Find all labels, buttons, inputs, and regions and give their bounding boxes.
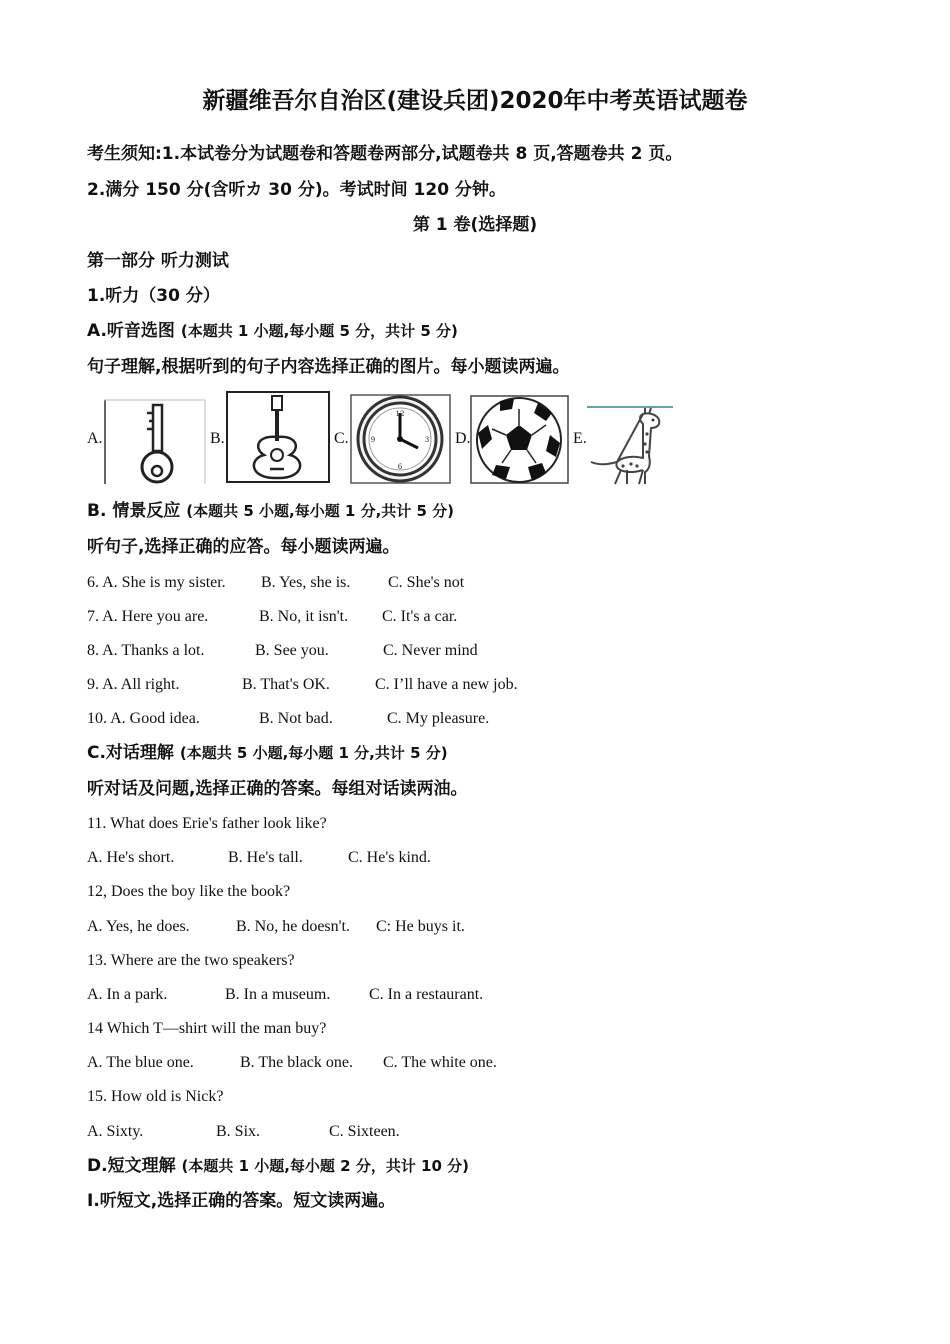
section-c-instruction: 听对话及问题,选择正确的答案。每组对话读两油。 bbox=[87, 779, 468, 799]
question-text: 13. Where are the two speakers? bbox=[87, 952, 295, 969]
section-d-heading bbox=[87, 1155, 469, 1177]
key-icon bbox=[104, 399, 206, 485]
question-text: 12, Does the boy like the book? bbox=[87, 883, 291, 900]
section-b-instruction: 听句子,选择正确的应答。每小题读两遍。 bbox=[87, 537, 400, 557]
exam-title: 新疆维吾尔自治区(建设兵团)2020年中考英语试题卷 bbox=[202, 88, 748, 114]
picture-label-c: C. bbox=[334, 430, 349, 447]
option-a: 10. A. Good idea. bbox=[87, 710, 200, 727]
section-a-title: A.听音选图 bbox=[87, 321, 175, 341]
svg-text:9: 9 bbox=[370, 436, 376, 444]
option-c: C. He's kind. bbox=[348, 849, 431, 866]
option-c: C. The white one. bbox=[383, 1054, 497, 1071]
section-d-instruction: Ⅰ.听短文,选择正确的答案。短文读两遍。 bbox=[87, 1191, 396, 1211]
option-b: B. No, he doesn't. bbox=[236, 918, 350, 935]
option-a: 6. A. She is my sister. bbox=[87, 574, 226, 591]
section-d-title: D.短文理解 bbox=[87, 1156, 176, 1176]
svg-text:3: 3 bbox=[424, 436, 430, 444]
question-text: 11. What does Erie's father look like? bbox=[87, 815, 327, 832]
section-b-title: B. 情景反应 bbox=[87, 501, 181, 521]
picture-label-b: B. bbox=[210, 430, 225, 447]
option-a: 7. A. Here you are. bbox=[87, 608, 209, 625]
option-a: 8. A. Thanks a lot. bbox=[87, 642, 205, 659]
volume-heading: 第 1 卷(选择题) bbox=[412, 215, 538, 235]
option-c: C: He buys it. bbox=[376, 918, 465, 935]
question-text: 14 Which T—shirt will the man buy? bbox=[87, 1020, 327, 1037]
option-b: B. Six. bbox=[216, 1123, 261, 1140]
svg-text:6: 6 bbox=[397, 463, 403, 471]
section-a-heading bbox=[87, 320, 458, 342]
option-b: B. He's tall. bbox=[228, 849, 303, 866]
section-c-note: (本题共 5 小题,每小题 1 分,共计 5 分) bbox=[179, 744, 448, 762]
option-b: B. Yes, she is. bbox=[261, 574, 351, 591]
giraffe-icon bbox=[587, 406, 675, 486]
section-c-heading bbox=[87, 742, 448, 764]
part-heading: 第一部分 听力测试 bbox=[87, 251, 229, 271]
soccer-ball-icon bbox=[470, 395, 569, 484]
option-b: B. No, it isn't. bbox=[259, 608, 349, 625]
notice-line-1: 考生须知:1.本试卷分为试题卷和答题卷两部分,试题卷共 8 页,答题卷共 2 页。 bbox=[87, 144, 683, 164]
listening-heading: 1.听力（30 分） bbox=[87, 286, 220, 306]
option-b: B. Not bad. bbox=[259, 710, 333, 727]
option-a: A. He's short. bbox=[87, 849, 175, 866]
option-a: A. The blue one. bbox=[87, 1054, 194, 1071]
section-c-title: C.对话理解 bbox=[87, 743, 174, 763]
section-d-note: (本题共 1 小题,每小题 2 分，共计 10 分) bbox=[181, 1157, 469, 1175]
guitar-icon bbox=[226, 391, 330, 483]
option-a: A. Sixty. bbox=[87, 1123, 144, 1140]
option-b: B. That's OK. bbox=[242, 676, 330, 693]
option-b: B. The black one. bbox=[240, 1054, 354, 1071]
notice-line-2: 2.满分 150 分(含听カ 30 分)。考试时间 120 分钟。 bbox=[87, 180, 506, 200]
option-c: C. In a restaurant. bbox=[369, 986, 484, 1003]
option-c: C. I’ll have a new job. bbox=[375, 676, 518, 693]
section-a-note: (本题共 1 小题,每小题 5 分，共计 5 分) bbox=[180, 322, 458, 340]
option-b: B. In a museum. bbox=[225, 986, 331, 1003]
picture-label-e: E. bbox=[573, 430, 587, 447]
option-a: A. In a park. bbox=[87, 986, 168, 1003]
option-c: C. My pleasure. bbox=[387, 710, 490, 727]
option-c: C. It's a car. bbox=[382, 608, 458, 625]
svg-text:12: 12 bbox=[395, 410, 405, 418]
option-b: B. See you. bbox=[255, 642, 329, 659]
option-a: 9. A. All right. bbox=[87, 676, 180, 693]
section-a-instruction: 句子理解,根据听到的句子内容选择正确的图片。每小题读两遍。 bbox=[87, 357, 570, 377]
question-text: 15. How old is Nick? bbox=[87, 1088, 224, 1105]
section-b-heading bbox=[87, 500, 454, 522]
picture-label-d: D. bbox=[455, 430, 471, 447]
option-c: C. Never mind bbox=[383, 642, 478, 659]
option-a: A. Yes, he does. bbox=[87, 918, 190, 935]
option-c: C. Sixteen. bbox=[329, 1123, 400, 1140]
section-b-note: (本题共 5 小题,每小题 1 分,共计 5 分) bbox=[186, 502, 455, 520]
option-c: C. She's not bbox=[388, 574, 465, 591]
picture-label-a: A. bbox=[87, 430, 103, 447]
clock-icon bbox=[350, 394, 451, 484]
